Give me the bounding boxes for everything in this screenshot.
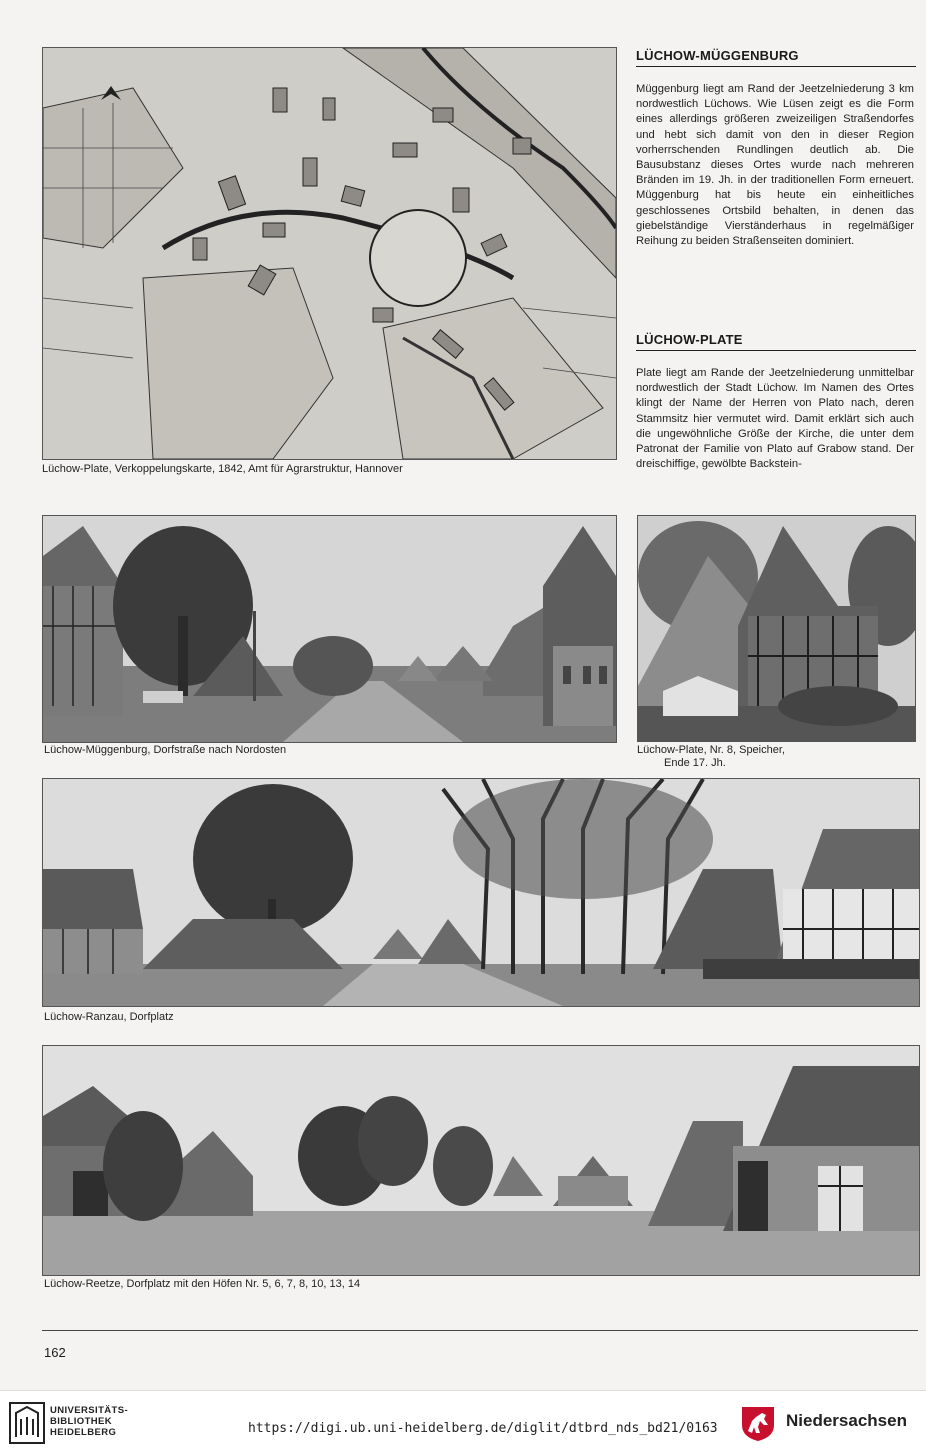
university-library-logo-icon[interactable] (8, 1401, 46, 1445)
niedersachsen-horse-icon[interactable] (738, 1403, 778, 1443)
photo-reetze-caption: Lüchow-Reetze, Dorfplatz mit den Höfen Nr. 5, 6, 7, 8, 10, 13, 14 (44, 1278, 361, 1290)
section-text-plate: Plate liegt am Rande der Jeetzelniederung unmittelbar nordwestlich der Stadt Lüchow. Im Namen des Ortes klingt der Name der Herren von Plato nach, deren Stammsitz hier vermutet wird. Damit erklärt sich auch die ungewöhnliche Größe der Kirche, die unter dem Patronat der Familie von Plato auf Grabow stand. Der dreischiffige, gewölbte Backstein- (636, 367, 914, 471)
photo-ranzau-caption: Lüchow-Ranzau, Dorfplatz (44, 1011, 174, 1023)
map-caption: Lüchow-Plate, Verkoppelungskarte, 1842, Amt für Agrarstruktur, Hannover (42, 463, 403, 475)
page-number: 162 (44, 1345, 66, 1360)
page-rule (42, 1330, 918, 1331)
partner-name[interactable]: Niedersachsen (786, 1411, 907, 1430)
photo-plate-speicher (637, 515, 916, 742)
library-name[interactable] (50, 1405, 128, 1438)
photo-reetze-dorfplatz (42, 1045, 920, 1276)
permalink-url[interactable]: https://digi.ub.uni-heidelberg.de/diglit/dtbrd_nds_bd21/0163 (248, 1421, 718, 1436)
map-image (42, 47, 617, 460)
photo-ranzau-dorfplatz (42, 778, 920, 1007)
library-name-line1: UNIVERSITÄTS- (50, 1405, 129, 1416)
library-name-line3: HEIDELBERG (50, 1427, 117, 1438)
photo-mueggenburg-caption: Lüchow-Müggenburg, Dorfstraße nach Nordosten (44, 744, 287, 756)
photo-plate-caption-2: Ende 17. Jh. (664, 757, 726, 769)
section-heading-mueggenburg: LÜCHOW-MÜGGENBURG (636, 48, 916, 67)
library-name-line2: BIBLIOTHEK (50, 1416, 113, 1427)
section-heading-plate: LÜCHOW-PLATE (636, 332, 916, 351)
section-text-mueggenburg: Müggenburg liegt am Rand der Jeetzelniederung 3 km nordwestlich Lüchows. Wie Lüsen zeigt es die Form eines allerdings größeren zweizeiligen Straßendorfes und hebt sich damit von den in dieser Region vorherrschenden Rundlingen deutlich ab. Die Bausubstanz dieses Ortes wurde nach mehreren Bränden im 19. Jh. in der traditionellen Form erneuert. Müggenburg hat bis heute ein einheitliches geschlossenes Ortsbild behalten, in denen das giebelständige Vierständerhaus in regelmäßiger Reihung zu beiden Straßenseiten dominiert. (636, 83, 914, 248)
photo-mueggenburg-street (42, 515, 617, 743)
photo-plate-caption-1: Lüchow-Plate, Nr. 8, Speicher, (637, 744, 785, 756)
viewer-footer (0, 1390, 926, 1454)
